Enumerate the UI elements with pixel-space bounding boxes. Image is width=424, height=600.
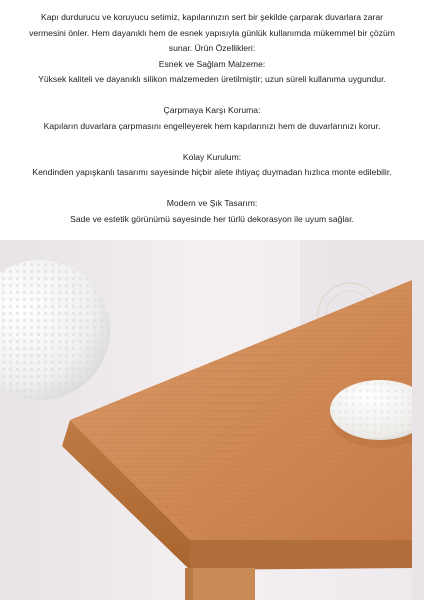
intro-line: sunar. Ürün Özellikleri: (168, 43, 256, 53)
product-description (0, 0, 424, 227)
feature-heading: Çarpmaya Karşı Koruma: (163, 105, 261, 115)
feature-text: Yüksek kaliteli ve dayanıklı silikon malzemeden üretilmiştir; uzun süreli kullanıma uygundur. (38, 74, 386, 84)
table-stopper-pad (330, 380, 424, 448)
floor-strip (412, 240, 424, 600)
feature-heading: Modern ve Şık Tasarım: (166, 198, 258, 208)
feature-text: Kendinden yapışkanlı tasarımı sayesinde hiçbir alete ihtiyaç duymadan hızlıca monte edilebilir. (32, 167, 392, 177)
product-photo (0, 240, 424, 600)
feature-heading: Esnek ve Sağlam Malzeme: (158, 58, 266, 69)
intro-line: Kapı durdurucu ve koruyucu setimiz, kapılarınızın sert bir şekilde çarparak duvarlara zarar (41, 12, 383, 22)
feature-heading: Kolay Kurulum: (182, 151, 242, 162)
intro-line: vermesini önler. Hem dayanıklı hem de esnek yapısıyla günlük kullanımda mükemmel bir çözüm (29, 27, 395, 38)
feature-text: Kapıların duvarlara çarpmasını engelleyerek hem kapılarınızı hem de duvarlarınızı korur. (43, 120, 381, 131)
feature-text: Sade ve estetik görünümü sayesinde her türlü dekorasyon ile uyum sağlar. (70, 213, 354, 224)
